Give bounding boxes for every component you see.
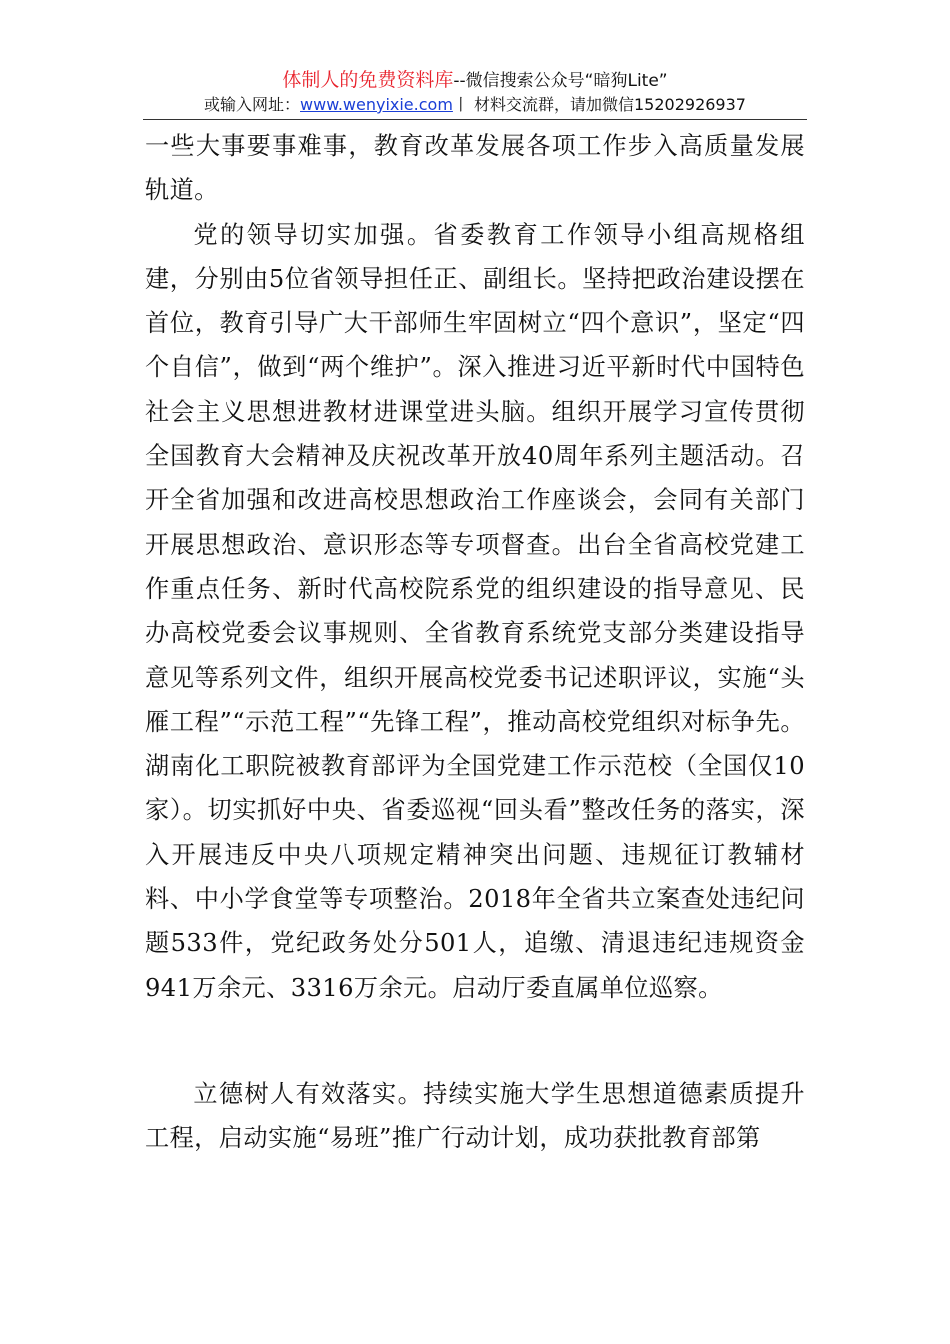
wechat-hint: --微信搜索公众号“暗狗Lite” [453,71,668,91]
website-link[interactable]: www.wenyixie.com [300,95,453,114]
paragraph-moral-education: 立德树人有效落实。持续实施大学生思想道德素质提升工程，启动实施“易班”推广行动计划，成功获批教育部第 [145,1079,805,1153]
brand-title: 体制人的免费资料库 [282,69,454,91]
header-line-1 [0,68,950,93]
url-label: 或输入网址： [204,95,301,114]
document-body [145,124,805,1161]
page-header [0,68,950,117]
header-line-2 [0,93,950,117]
header-divider [143,119,807,120]
contact-text: 丨 材料交流群，请加微信15202926937 [452,95,746,114]
continuation-paragraph: 一些大事要事难事，教育改革发展各项工作步入高质量发展轨道。 [145,132,805,205]
paragraph-party-leadership: 党的领导切实加强。省委教育工作领导小组高规格组建，分别由5位省领导担任正、副组长。坚持把政治建设摆在首位，教育引导广大干部师生牢固树立“四个意识”，坚定“四个自信”，做到“两个维护”。深入推进习近平新时代中国特色社会主义思想进教材进课堂进头脑。组织开展学习宣传贯彻全国教育大会精神及庆祝改革开放40周年系列主题活动。召开全省加强和改进高校思想政治工作座谈会，会同有关部门开展思想政治、意识形态等专项督查。出台全省高校党建工作重点任务、新时代高校院系党的组织建设的指导意见、民办高校党委会议事规则、全省教育系统党支部分类建设指导意见等系列文件，组织开展高校党委书记述职评议，实施“头雁工程”“示范工程”“先锋工程”，推动高校党组织对标争先。湖南化工职院被教育部评为全国党建工作示范校（全国仅10家）。切实抓好中央、省委巡视“回头看”整改任务的落实，深入开展违反中央八项规定精神突出问题、违规征订教辅材料、中小学食堂等专项整治。2018年全省共立案查处违纪问题533件，党纪政务处分501人，追缴、清退违纪违规资金941万余元、3316万余元。启动厅委直属单位巡察。 [145,220,805,1002]
paragraph-gap [145,1010,805,1072]
